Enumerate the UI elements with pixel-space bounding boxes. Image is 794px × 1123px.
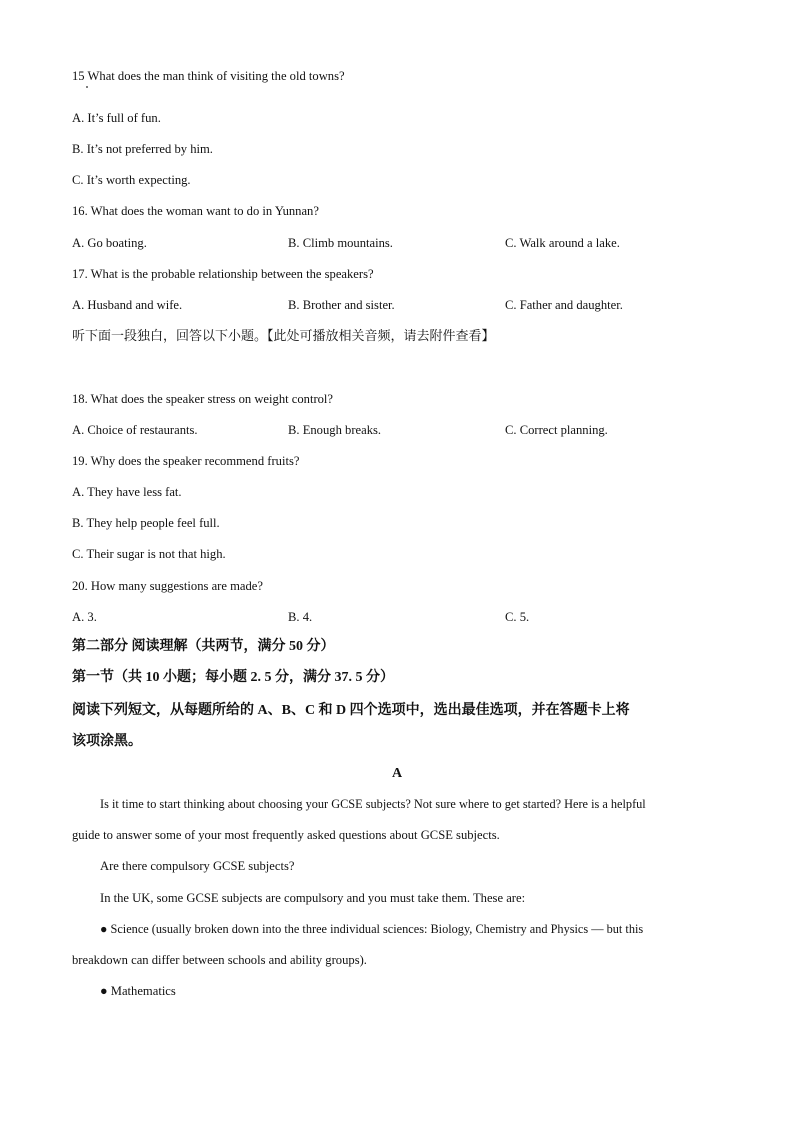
reading-part-title: 第二部分 阅读理解（共两节，满分 50 分） xyxy=(72,639,335,654)
question-18-option-b: B. Enough breaks. xyxy=(288,423,382,437)
reading-section-title: 第一节（共 10 小题；每小题 2. 5 分，满分 37. 5 分） xyxy=(72,670,394,685)
question-18-option-a: A. Choice of restaurants. xyxy=(72,423,198,437)
passage-paragraph-1-line-2: guide to answer some of your most frequently asked questions about GCSE subjects. xyxy=(72,828,500,842)
question-17-stem: 17. What is the probable relationship between the speakers? xyxy=(72,267,374,281)
passage-bullet-1-line-2: breakdown can differ between schools and ability groups). xyxy=(72,953,367,967)
passage-bullet-1-line-1: ● Science (usually broken down into the three individual sciences: Biology, Chemistry and Physics — but this xyxy=(100,922,644,936)
passage-bullet-2: ● Mathematics xyxy=(100,984,176,998)
question-15-option-c: C. It’s worth expecting. xyxy=(72,173,191,187)
reading-instruction-line-2: 该项涂黑。 xyxy=(72,734,142,749)
question-16-stem: 16. What does the woman want to do in Yunnan? xyxy=(72,204,319,218)
question-16-option-c: C. Walk around a lake. xyxy=(505,236,620,250)
question-17-option-a: A. Husband and wife. xyxy=(72,298,183,312)
question-19-stem: 19. Why does the speaker recommend fruits? xyxy=(72,454,300,468)
passage-paragraph-1-line-1: Is it time to start thinking about choosing your GCSE subjects? Not sure where to get started? Here is a helpful xyxy=(100,797,646,811)
question-15-option-b: B. It’s not preferred by him. xyxy=(72,142,213,156)
question-16-option-b: B. Climb mountains. xyxy=(288,236,393,250)
question-19-option-b: B. They help people feel full. xyxy=(72,516,220,530)
question-20-option-a: A. 3. xyxy=(72,610,97,624)
question-20-stem: 20. How many suggestions are made? xyxy=(72,579,263,593)
monologue-instruction: 听下面一段独白，回答以下小题。【此处可播放相关音频，请去附件查看】 xyxy=(72,328,495,343)
question-16-option-a: A. Go boating. xyxy=(72,236,147,250)
question-15-stem: 15 What does the man think of visiting the old towns? xyxy=(72,69,345,83)
question-19-option-a: A. They have less fat. xyxy=(72,485,182,499)
question-18-option-c: C. Correct planning. xyxy=(505,423,608,437)
passage-label: A xyxy=(391,766,403,781)
stray-mark xyxy=(86,86,88,88)
question-19-option-c: C. Their sugar is not that high. xyxy=(72,547,226,561)
question-17-option-b: B. Brother and sister. xyxy=(288,298,395,312)
question-18-stem: 18. What does the speaker stress on weight control? xyxy=(72,392,334,406)
reading-instruction-line-1: 阅读下列短文，从每题所给的 A、B、C 和 D 四个选项中，选出最佳选项，并在答题卡上将 xyxy=(72,703,630,718)
question-15-option-a: A. It’s full of fun. xyxy=(72,111,161,125)
question-20-option-c: C. 5. xyxy=(505,610,530,624)
passage-paragraph-3: In the UK, some GCSE subjects are compulsory and you must take them. These are: xyxy=(100,891,526,905)
question-17-option-c: C. Father and daughter. xyxy=(505,298,623,312)
passage-paragraph-2: Are there compulsory GCSE subjects? xyxy=(100,859,295,873)
question-20-option-b: B. 4. xyxy=(288,610,313,624)
